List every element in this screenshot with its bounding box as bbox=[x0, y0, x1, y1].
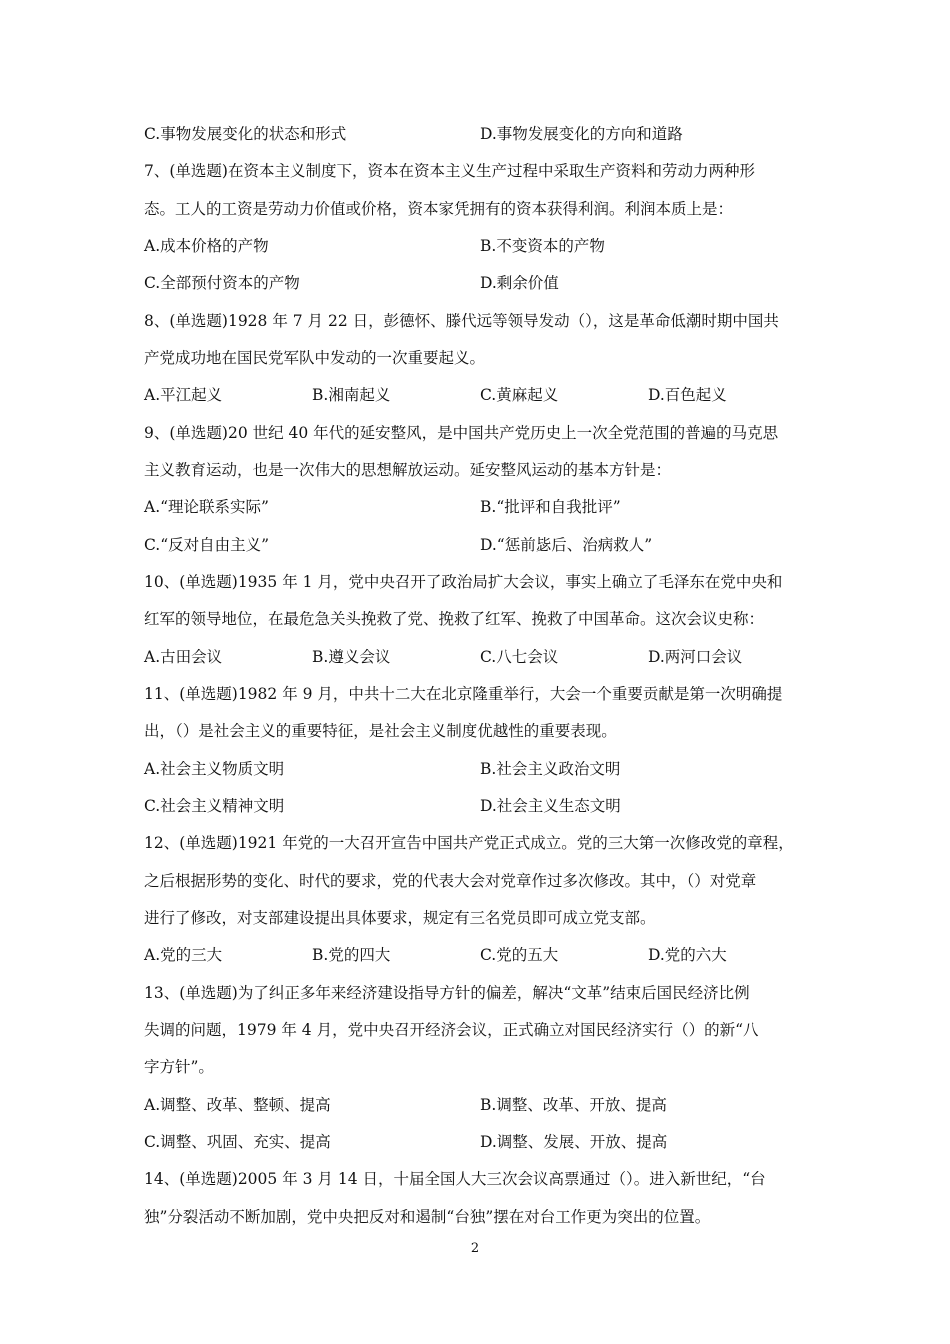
q8-text-line-1: 8、(单选题)1928 年 7 月 22 日，彭德怀、滕代远等领导发动（），这是革命低潮时期中国共 bbox=[144, 312, 779, 330]
q9-option-b: B.“批评和自我批评” bbox=[480, 498, 621, 516]
q8-text-line-2: 产党成功地在国民党军队中发动的一次重要起义。 bbox=[144, 349, 486, 367]
q9-option-c: C.“反对自由主义” bbox=[144, 536, 270, 554]
q12-option-d: D.党的六大 bbox=[648, 946, 727, 964]
q11-text-line-1: 11、(单选题)1982 年 9 月，中共十二大在北京隆重举行，大会一个重要贡献是第一次明确提 bbox=[144, 685, 783, 703]
q14-text-line-1: 14、(单选题)2005 年 3 月 14 日，十届全国人大三次会议高票通过（）。进入新世纪，“台 bbox=[144, 1170, 766, 1188]
q11-option-d: D.社会主义生态文明 bbox=[480, 797, 621, 815]
q9-text-line-1: 9、(单选题)20 世纪 40 年代的延安整风，是中国共产党历史上一次全党范围的普遍的马克思 bbox=[144, 424, 779, 442]
q6-option-c: C.事物发展变化的状态和形式 bbox=[144, 125, 347, 143]
q6-option-d: D.事物发展变化的方向和道路 bbox=[480, 125, 683, 143]
q11-option-c: C.社会主义精神文明 bbox=[144, 797, 285, 815]
q10-option-d: D.两河口会议 bbox=[648, 648, 743, 666]
page-number: 2 bbox=[470, 1241, 480, 1256]
q7-text-line-1: 7、(单选题)在资本主义制度下，资本在资本主义生产过程中采取生产资料和劳动力两种形 bbox=[144, 162, 755, 180]
q14-text-line-2: 独”分裂活动不断加剧，党中央把反对和遏制“台独”摆在对台工作更为突出的位置。 bbox=[144, 1208, 711, 1226]
q12-text-line-1: 12、(单选题)1921 年党的一大召开宣告中国共产党正式成立。党的三大第一次修改党的章程， bbox=[144, 834, 794, 852]
q7-option-c: C.全部预付资本的产物 bbox=[144, 274, 300, 292]
q10-option-c: C.八七会议 bbox=[480, 648, 559, 666]
q13-option-c: C.调整、巩固、充实、提高 bbox=[144, 1133, 331, 1151]
q11-option-a: A.社会主义物质文明 bbox=[144, 760, 285, 778]
q10-text-line-2: 红军的领导地位，在最危急关头挽救了党、挽救了红军、挽救了中国革命。这次会议史称： bbox=[144, 610, 765, 628]
q13-text-line-1: 13、(单选题)为了纠正多年来经济建设指导方针的偏差，解决“文革”结束后国民经济比例 bbox=[144, 984, 750, 1002]
q13-text-line-3: 字方针”。 bbox=[144, 1058, 214, 1076]
q7-option-a: A.成本价格的产物 bbox=[144, 237, 269, 255]
q10-option-a: A.古田会议 bbox=[144, 648, 223, 666]
q11-option-b: B.社会主义政治文明 bbox=[480, 760, 621, 778]
q11-text-line-2: 出，（）是社会主义的重要特征，是社会主义制度优越性的重要表现。 bbox=[144, 722, 617, 740]
q8-option-d: D.百色起义 bbox=[648, 386, 727, 404]
q9-text-line-2: 主义教育运动，也是一次伟大的思想解放运动。延安整风运动的基本方针是： bbox=[144, 461, 672, 479]
q12-option-c: C.党的五大 bbox=[480, 946, 559, 964]
q9-option-d: D.“惩前毖后、治病救人” bbox=[480, 536, 653, 554]
q7-option-b: B.不变资本的产物 bbox=[480, 237, 605, 255]
q7-option-d: D.剩余价值 bbox=[480, 274, 559, 292]
q12-text-line-3: 进行了修改，对支部建设提出具体要求，规定有三名党员即可成立党支部。 bbox=[144, 909, 656, 927]
q13-option-b: B.调整、改革、开放、提高 bbox=[480, 1096, 667, 1114]
q8-option-c: C.黄麻起义 bbox=[480, 386, 559, 404]
q13-option-a: A.调整、改革、整顿、提高 bbox=[144, 1096, 331, 1114]
q12-option-b: B.党的四大 bbox=[312, 946, 391, 964]
q13-option-d: D.调整、发展、开放、提高 bbox=[480, 1133, 668, 1151]
q12-option-a: A.党的三大 bbox=[144, 946, 223, 964]
q10-option-b: B.遵义会议 bbox=[312, 648, 391, 666]
q8-option-a: A.平江起义 bbox=[144, 386, 223, 404]
q10-text-line-1: 10、(单选题)1935 年 1 月，党中央召开了政治局扩大会议，事实上确立了毛泽东在党中央和 bbox=[144, 573, 783, 591]
q12-text-line-2: 之后根据形势的变化、时代的要求，党的代表大会对党章作过多次修改。其中，（）对党章 bbox=[144, 872, 757, 890]
q7-text-line-2: 态。工人的工资是劳动力价值或价格，资本家凭拥有的资本获得利润。利润本质上是： bbox=[144, 200, 734, 218]
q8-option-b: B.湘南起义 bbox=[312, 386, 391, 404]
q13-text-line-2: 失调的问题，1979 年 4 月，党中央召开经济会议，正式确立对国民经济实行（）的新“八 bbox=[144, 1021, 759, 1039]
q9-option-a: A.“理论联系实际” bbox=[144, 498, 269, 516]
